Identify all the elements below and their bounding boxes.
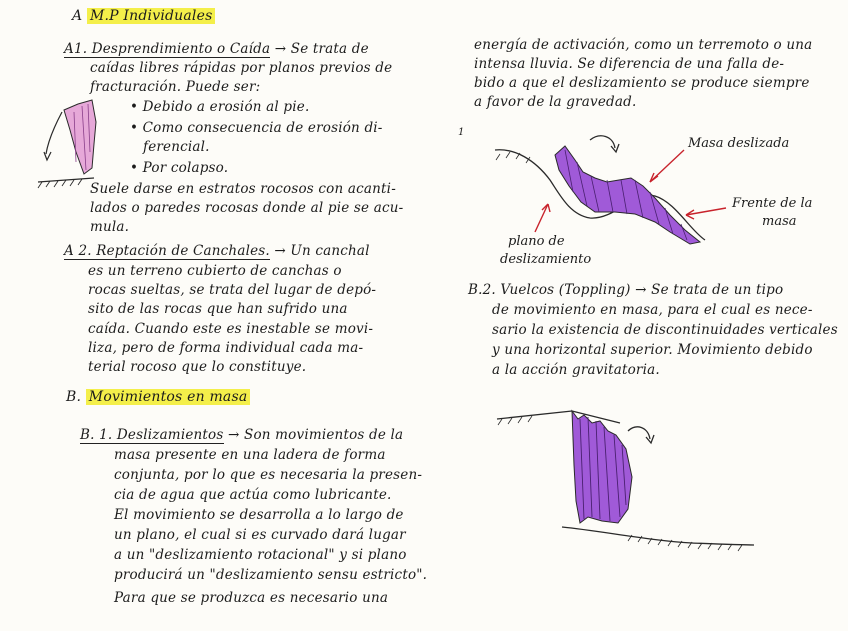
a2-line-0: → Un canchal (274, 243, 370, 259)
a2-line-4: caída. Cuando este es inestable se movi- (88, 321, 374, 337)
b2-line-0: → Se trata de un tipo (635, 282, 784, 298)
label-frente-1: Frente de la (732, 196, 813, 211)
b1-line-2: conjunta, por lo que es necesaria la presen- (114, 467, 423, 483)
right-line-0: energía de activación, como un terremoto o una (474, 37, 813, 53)
b1-line-4: El movimiento se desarrolla a lo largo de (114, 507, 404, 523)
right-line-1: intensa lluvia. Se diferencia de una falla de- (474, 56, 785, 72)
b2-line-1: de movimiento en masa, para el cual es nece- (492, 302, 813, 318)
label-frente-2: masa (762, 214, 797, 229)
b2-title-line (468, 282, 783, 299)
a1-line-5: ferencial. (143, 139, 210, 155)
a2-line-3: sito de las rocas que han sufrido una (88, 301, 348, 317)
a1-line-7: Suele darse en estratos rocosos con acanti- (90, 181, 396, 197)
right-line-2: bido a que el deslizamiento se produce siempre (474, 75, 810, 91)
b1-line-8: Para que se produzca es necesario una (114, 590, 389, 606)
a2-title: A 2. Reptación de Canchales. (64, 243, 270, 259)
a1-line-3: • Debido a erosión al pie. (130, 99, 310, 115)
b1-line-7: producirá un "deslizamiento sensu estricto". (114, 567, 428, 583)
right-line-3: a favor de la gravedad. (474, 94, 637, 110)
a1-line-1: caídas libres rápidas por planos previos de (90, 60, 393, 76)
b1-line-0: → Son movimientos de la (228, 427, 404, 443)
a1-line-2: fracturación. Puede ser: (90, 79, 261, 95)
a2-line-6: terial rocoso que lo constituye. (88, 359, 307, 375)
label-plano-1: plano de (508, 234, 565, 249)
b2-line-4: a la acción gravitatoria. (492, 362, 660, 378)
label-plano-2: deslizamiento (500, 252, 592, 267)
b1-title: B. 1. Deslizamientos (80, 427, 224, 443)
b1-line-1: masa presente en una ladera de forma (114, 447, 386, 463)
b1-line-6: a un "deslizamiento rotacional" y si plano (114, 547, 407, 563)
heading-a-text: M.P Individuales (87, 8, 216, 24)
heading-b-letter: B. (66, 389, 82, 405)
heading-b-text: Movimientos en masa (86, 389, 251, 405)
a1-line-8: lados o paredes rocosas donde al pie se acu- (90, 200, 404, 216)
b1-line-5: un plano, el cual si es curvado dará lugar (114, 527, 406, 543)
toppling-diagram (492, 405, 762, 565)
b2-line-2: sario la existencia de discontinuidades verticales (492, 322, 838, 338)
b2-title: B.2. Vuelcos (Toppling) (468, 282, 631, 298)
a1-title: A1. Desprendimiento o Caída (64, 41, 271, 57)
a1-line-6: • Por colapso. (130, 160, 229, 176)
b1-line-3: cia de agua que actúa como lubricante. (114, 487, 392, 503)
label-masa: Masa deslizada (688, 136, 790, 151)
a1-line-9: mula. (90, 219, 130, 235)
a2-line-5: liza, pero de forma individual cada ma- (88, 340, 364, 356)
a1-line-0: → Se trata de (274, 41, 369, 57)
page-mark: 1 (458, 127, 465, 138)
b2-line-3: y una horizontal superior. Movimiento debido (492, 342, 813, 358)
a2-line-1: es un terreno cubierto de canchas o (88, 263, 342, 279)
heading-a-letter: A (72, 8, 83, 24)
a1-line-4: • Como consecuencia de erosión di- (130, 120, 383, 136)
a2-line-2: rocas sueltas, se trata del lugar de depó- (88, 282, 377, 298)
